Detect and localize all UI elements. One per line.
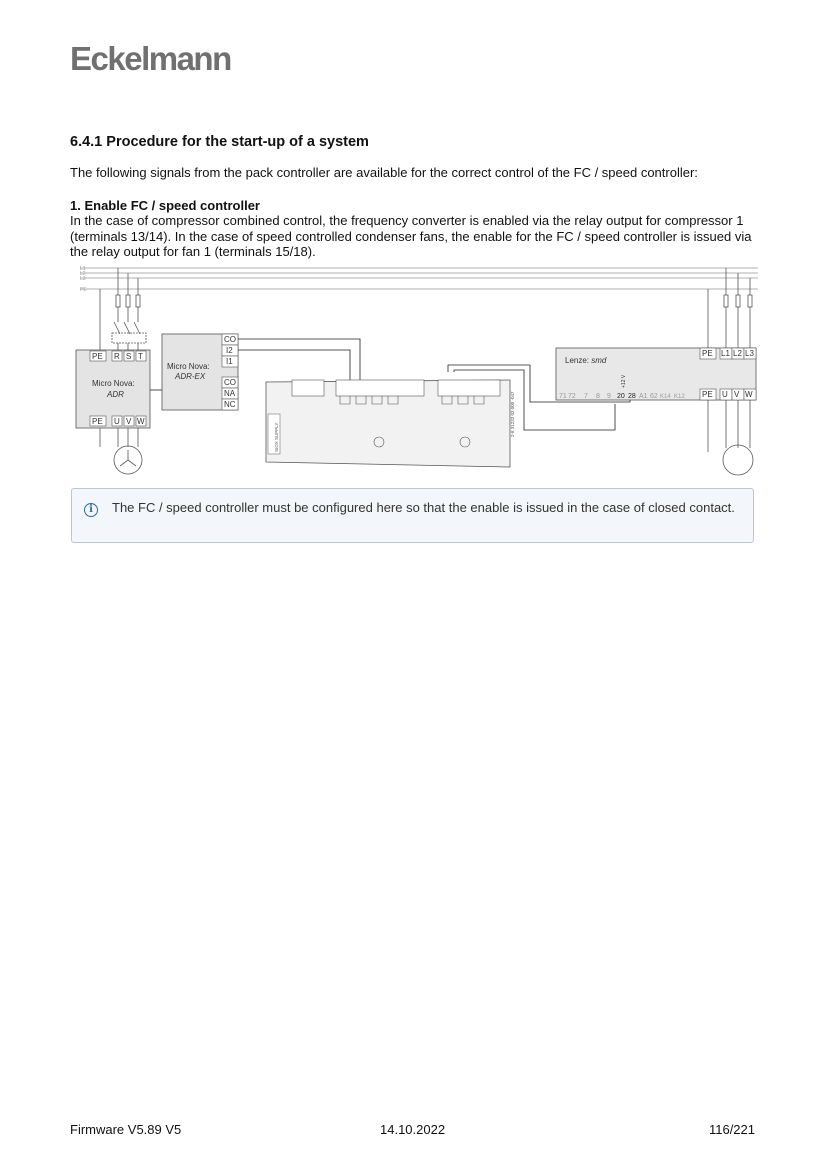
adr-term-t: T <box>138 352 143 361</box>
adrex-name: Micro Nova: <box>167 362 210 371</box>
line-label-l1: L1 <box>80 266 86 272</box>
lenze-label: Lenze: smd <box>565 356 607 365</box>
line-label-l2: L2 <box>80 271 86 277</box>
lenze-term-72: 72 <box>568 393 576 400</box>
adrex-term-nc: NC <box>224 400 236 409</box>
line-label-pe: PE <box>80 287 87 293</box>
enable-paragraph: In the case of compressor combined control, the frequency converter is enabled via the relay output for compressor 1 (terminals 13/14). In the case of speed controlled condenser fans, the enable for the FC / speed controller is issued via the relay output for fan 1 (terminals 15/18). <box>70 213 752 259</box>
adr-term-pe: PE <box>92 352 103 361</box>
lenze-term-9: 9 <box>607 393 611 400</box>
adrex-term-na: NA <box>224 389 236 398</box>
enable-heading: 1. Enable FC / speed controller <box>70 198 260 213</box>
lenze-in-l2: L2 <box>733 349 742 358</box>
adr-out-u: U <box>114 417 120 426</box>
lenze-out-pe: PE <box>702 390 713 399</box>
footer-page-number: 116/221 <box>708 1122 755 1137</box>
intro-text: The following signals from the pack controller are available for the correct control of the FC / speed controller: <box>70 165 698 180</box>
board-serial-label: 2-8 31233 02 000 -047 <box>510 391 515 437</box>
adr-model: ADR <box>107 390 124 399</box>
adrex-term-i1: I1 <box>226 357 233 366</box>
info-icon: i <box>84 503 98 517</box>
lenze-out-w: W <box>745 390 753 399</box>
wiring-diagram <box>70 262 760 482</box>
adr-term-s: S <box>126 352 132 361</box>
lenze-term-k14: K14 <box>660 394 671 400</box>
adr-name: Micro Nova: <box>92 379 135 388</box>
eckelmann-logo: Eckelmann <box>70 40 231 77</box>
lenze-term-28: 28 <box>628 393 636 400</box>
lenze-out-v: V <box>734 390 740 399</box>
lenze-term-62: 62 <box>650 393 658 400</box>
adrex-model: ADR-EX <box>175 372 206 381</box>
lenze-out-u: U <box>722 390 728 399</box>
lenze-in-l1: L1 <box>721 349 730 358</box>
info-note-text: The FC / speed controller must be configured here so that the enable is issued in the case of closed contact. <box>112 500 735 515</box>
line-label-l3: L3 <box>80 276 86 282</box>
lenze-in-l3: L3 <box>745 349 754 358</box>
lenze-term-a1: A1 <box>639 393 648 400</box>
lenze-term-8: 8 <box>596 393 600 400</box>
adrex-term-co1: CO <box>224 335 236 344</box>
adr-out-v: V <box>126 417 132 426</box>
adr-out-w: W <box>137 417 145 426</box>
section-title: 6.4.1 Procedure for the start-up of a system <box>70 134 369 150</box>
left-fuses <box>100 268 146 350</box>
lenze-term-7: 7 <box>584 393 588 400</box>
adr-term-r: R <box>114 352 120 361</box>
footer-date: 14.10.2022 <box>380 1122 446 1137</box>
adrex-term-co2: CO <box>224 378 236 387</box>
siox-supply-label: SIOX SUPPLY <box>274 422 279 452</box>
lenze-term-k12: K12 <box>674 394 685 400</box>
left-motor-icon <box>100 428 142 474</box>
lenze-term-20: 20 <box>617 393 625 400</box>
adr-out-pe: PE <box>92 417 103 426</box>
lenze-in-pe: PE <box>702 349 713 358</box>
lenze-voltage: +12 V <box>621 374 627 388</box>
adrex-term-i2: I2 <box>226 346 233 355</box>
right-motor-icon <box>723 445 753 475</box>
pack-controller-board <box>266 380 515 467</box>
info-note <box>71 488 754 543</box>
lenze-term-71: 71 <box>559 393 567 400</box>
footer-firmware: Firmware V5.89 V5 <box>70 1122 182 1137</box>
